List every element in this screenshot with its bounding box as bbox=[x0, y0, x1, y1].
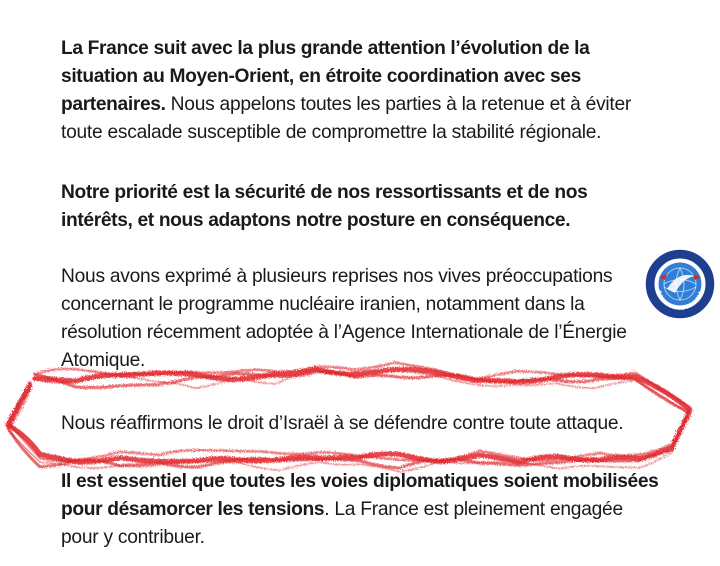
paragraph-1-bold: La France suit avec la plus grande attention l’évolution de la situation au Moyen-Orient, en étroite coordination avec ses partenaires. bbox=[61, 38, 590, 115]
circular-emblem-logo bbox=[645, 249, 715, 319]
seal-caption: DAILY MAIL ARABIA bbox=[655, 290, 705, 313]
paragraph-5-bold: Il est essentiel que toutes les voies diplomatiques soient mobilisées pour désamorcer les tensions bbox=[61, 471, 659, 520]
paragraph-1-rest: Nous appelons toutes les parties à la retenue et à éviter toute escalade susceptible de compromettre la stabilité régionale. bbox=[61, 94, 632, 143]
paragraph-5 bbox=[61, 468, 661, 552]
paragraph-1 bbox=[61, 35, 661, 147]
paragraph-3: Nous avons exprimé à plusieurs reprises nos vives préoccupations concernant le programme nucléaire iranien, notamment dans la résolution récemment adoptée à l’Agence Internationale de l’Énergie Atomique. bbox=[61, 266, 627, 371]
paragraph-2-bold: Notre priorité est la sécurité de nos ressortissants et de nos intérêts, et nous adaptons notre posture en conséquence. bbox=[61, 182, 588, 231]
paragraph-4-highlighted: Nous réaffirmons le droit d’Israël à se défendre contre toute attaque. bbox=[61, 413, 624, 434]
paragraph-5-rest: . La France est pleinement engagée pour y contribuer. bbox=[61, 499, 623, 548]
paragraph-2 bbox=[61, 179, 661, 235]
